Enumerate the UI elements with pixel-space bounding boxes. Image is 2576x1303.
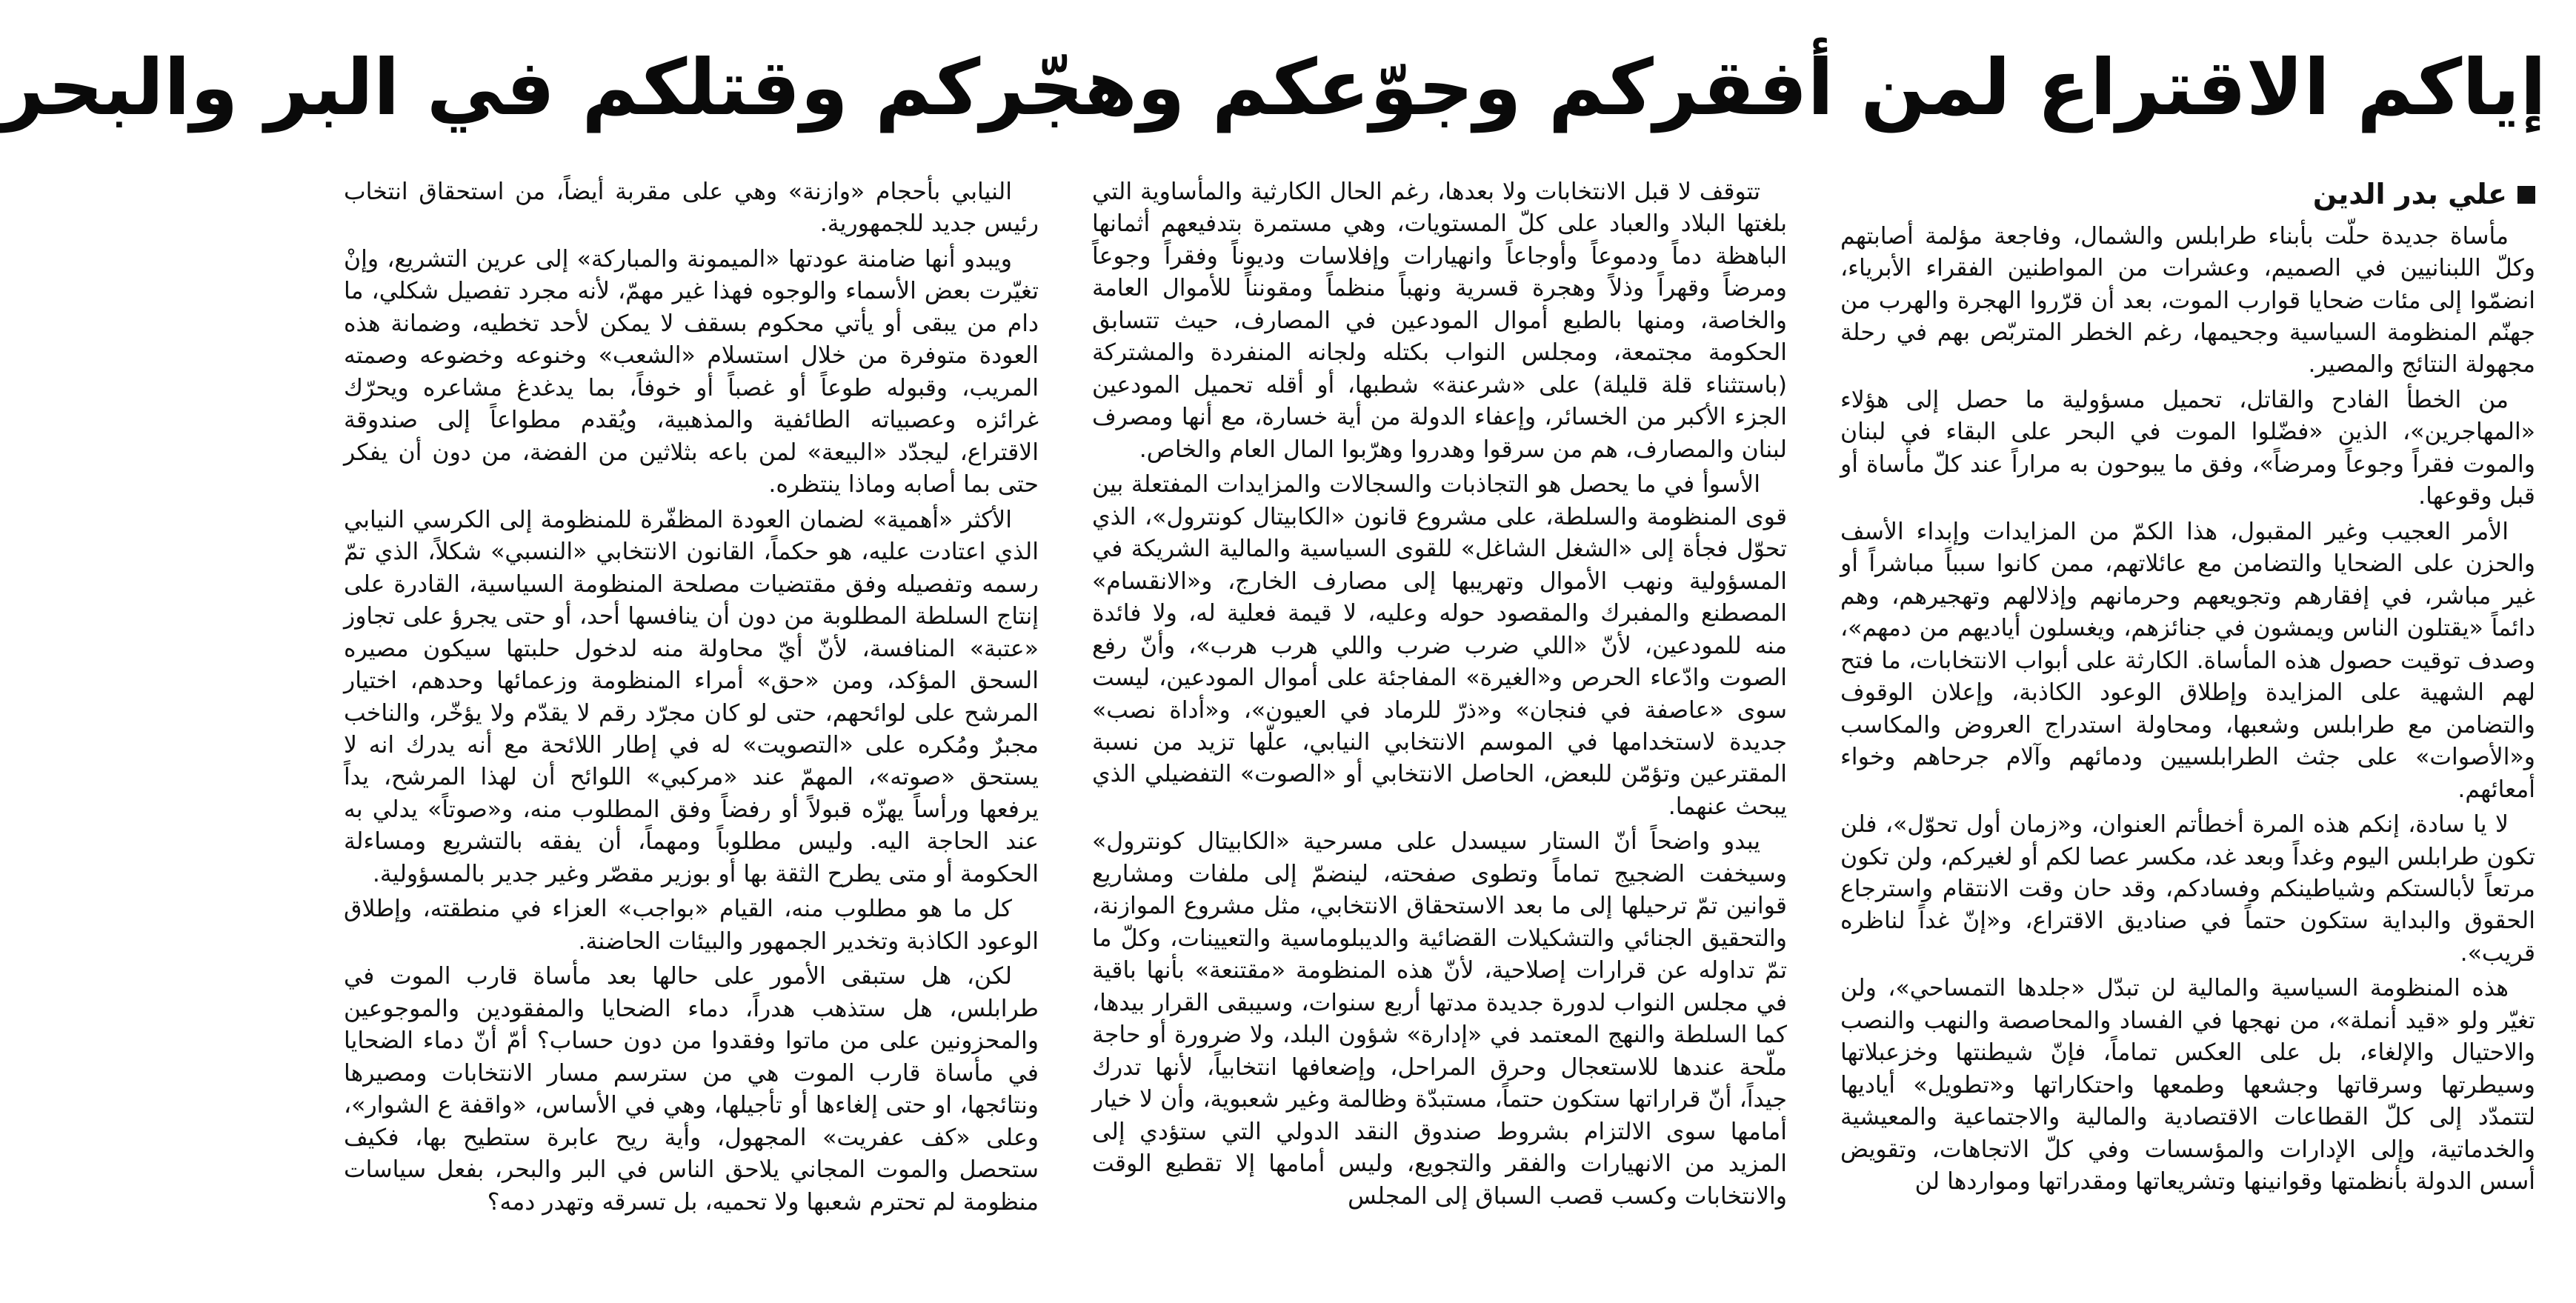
paragraph: الأمر العجيب وغير المقبول، هذا الكمّ من المزايدات وإبداء الأسف والحزن على الضحايا والتضامن مع عائلاتهم، ممن كانوا سبباً مباشراً أو غير مباشر، في إفقارهم وتجويعهم وحرمانهم وإذلالهم وتهجيرهم، وهم دائماً «يقتلون الناس ويمشون في جنائزهم، ويغسلون أياديهم من دمهم»، وصدف توقيت حصول هذه المأساة. الكارثة على أبواب الانتخابات، ما فتح لهم الشهية على المزايدة وإطلاق الوعود الكاذبة، وإعلان الوقوف والتضامن مع طرابلس وشعبها، ومحاولة استدراج العروض والمكاسب و«الأصوات» على جثث الطرابلسيين ودمائهم وآلام جرحاهم وخواء أمعائهم. (1840, 518, 2535, 803)
article-column-3 (344, 176, 1039, 1288)
paragraph: لا يا سادة، إنكم هذه المرة أخطأتم العنوان، و«زمان أول تحوّل»، فلن تكون طرابلس اليوم وغداً وبعد غد، مكسر عصا لكم أو لغيركم، ولن تكون مرتعاً لأبالستكم وشياطينكم وفسادكم، وقد حان وقت الانتقام واسترجاع الحقوق والبداية ستكون حتماً في صناديق الاقتراع، و«إنّ غداً لناظره قريب». (1840, 811, 2535, 967)
paragraph: من الخطأ الفادح والقاتل، تحميل مسؤولية ما حصل إلى هؤلاء «المهاجرين»، الذين «فضّلوا الموت في البحر على البقاء في لبنان والموت فقراً وجوعاً ومرضاً»، وفق ما يبوحون به مراراً عند كلّ مأساة أو قبل وقوعها. (1840, 386, 2535, 510)
paragraph: هذه المنظومة السياسية والمالية لن تبدّل «جلدها التمساحي»، ولن تغيّر ولو «قيد أنملة»، من نهجها في الفساد والمحاصصة والنهب والنصب والاحتيال والإلغاء، بل على العكس تماماً، فإنّ شيطنتها وخزعبلاتها وسيطرتها وسرقاتها وجشعها وطمعها واحتكاراتها و«تطويل» أياديها لتتمدّد إلى كلّ القطاعات الاقتصادية والمالية والاجتماعية والمعيشية والخدماتية، وإلى الإدارات والمؤسسات وفي كلّ الاتجاهات، وتقويض أسس الدولة بأنظمتها وقوانينها وتشريعاتها ومقدراتها ومواردها لن (1840, 975, 2535, 1196)
paragraph: تتوقف لا قبل الانتخابات ولا بعدها، رغم الحال الكارثية والمأساوية التي بلغتها البلاد والعباد على كلّ المستويات، وهي مستمرة بتدفيعهم أثمانها الباهظة دماً ودموعاً وأوجاعاً وانهيارات وإفلاسات وديوناً وفقراً وجوعاً ومرضاً وقهراً وذلاً وهجرة قسرية ونهباً منظماً ومقونناً للأموال العامة والخاصة، ومنها بالطبع أموال المودعين في المصارف، حيث تتسابق الحكومة مجتمعة، ومجلس النواب بكتله ولجانه المنفردة والمشتركة (باستثناء قلة قليلة) على «شرعنة» شطبها، أو أقله تحميل المودعين الجزء الأكبر من الخسائر، وإعفاء الدولة من أية خسارة، مع أنها ومصرف لبنان والمصارف، هم من سرقوا وهدروا وهرّبوا المال العام والخاص. (1092, 179, 1787, 463)
paragraph: ويبدو أنها ضامنة عودتها «الميمونة والمباركة» إلى عرين التشريع، وإنْ تغيّرت بعض الأسماء والوجوه فهذا غير مهمّ، لأنه مجرد تفصيل شكلي، ما دام من يبقى أو يأتي محكوم بسقف لا يمكن لأحد تخطيه، وضمانة هذه العودة متوفرة من خلال استسلام «الشعب» وخنوعه وخضوعه وصمته المريب، وقبوله طوعاً أو غصباً أو خوفاً، بما يدغدغ مشاعره ويحرّك غرائزه وعصبياته الطائفية والمذهبية، ويُقدم مطواعاً إلى صندوقة الاقتراع، ليجدّد «البيعة» لمن باعه بثلاثين من الفضة، من دون أن يفكر حتى بما أصابه وماذا ينتظره. (344, 245, 1039, 499)
paragraph: الأسوأ في ما يحصل هو التجاذبات والسجالات والمزايدات المفتعلة بين قوى المنظومة والسلطة، على مشروع قانون «الكابيتال كونترول»، الذي تحوّل فجأة إلى «الشغل الشاغل» للقوى السياسية والمالية الشريكة في المسؤولية ونهب الأموال وتهريبها إلى مصارف الخارج، و«الانقسام» المصطنع والمفبرك والمقصود حوله وعليه، لا قيمة فعلية له، ولا فائدة منه للمودعين، لأنّ «اللي ضرب ضرب واللي هرب هرب»، وأنّ رفع الصوت وادّعاء الحرص و«الغيرة» المفاجئة على أموال المودعين، ليست سوى «عاصفة في فنجان» و«ذرّ للرماد في العيون»، و«أداة نصب» جديدة لاستخدامها في الموسم الانتخابي النيابي، علّها تزيد من نسبة المقترعين وتؤمّن للبعض، الحاصل الانتخابي أو «الصوت» التفضيلي الذي يبحث عنهما. (1092, 471, 1787, 820)
byline (1840, 178, 2535, 212)
square-bullet-icon (2517, 186, 2535, 204)
headline: إياكم الاقتراع لمن أفقركم وجوّعكم وهجّركم وقتلكم في البر والبحر (0, 42, 2546, 133)
article-column-2 (1092, 176, 1787, 1288)
article-body (344, 176, 2535, 1288)
paragraph: لكن، هل ستبقى الأمور على حالها بعد مأساة قارب الموت في طرابلس، هل ستذهب هدراً، دماء الضحايا والمفقودين والموجوعين والمحزونين على من ماتوا وفقدوا من دون حساب؟ أمّ أنّ دماء الضحايا في مأساة قارب الموت هي من سترسم مسار الانتخابات ومصيرها ونتائجها، او حتى إلغاءها أو تأجيلها، وهي في الأساس، «واقفة ع الشوار»، وعلى «كف عفريت» المجهول، وأية ريح عابرة ستطيح بها، فكيف ستحصل والموت المجاني يلاحق الناس في البر والبحر، بفعل سياسات منظومة لم تحترم شعبها ولا تحميه، بل تسرقه وتهدر دمه؟ (344, 963, 1039, 1216)
article-column-1 (1840, 176, 2535, 1288)
paragraph: كل ما هو مطلوب منه، القيام «بواجب» العزاء في منطقته، وإطلاق الوعود الكاذبة وتخدير الجمهور والبيئات الحاضنة. (344, 896, 1039, 955)
paragraph: مأساة جديدة حلّت بأبناء طرابلس والشمال، وفاجعة مؤلمة أصابتهم وكلّ اللبنانيين في الصميم، وعشرات من المواطنين الفقراء الأبرياء، انضمّوا إلى مئات ضحايا قوارب الموت، بعد أن قرّروا الهجرة والهرب من جهنّم المنظومة السياسية وجحيمها، رغم الخطر المتربّص بهم في رحلة مجهولة النتائج والمصير. (1840, 222, 2535, 379)
author-name: علي بدر الدين (2312, 178, 2507, 210)
paragraph: يبدو واضحاً أنّ الستار سيسدل على مسرحية «الكابيتال كونترول» وسيخفت الضجيج تماماً وتطوى صفحته، لينضمّ إلى ملفات ومشاريع قوانين تمّ ترحيلها إلى ما بعد الاستحقاق الانتخابي، مثل مشروع الموازنة، والتحقيق الجنائي والتشكيلات القضائية والديبلوماسية والتعيينات، وكلّ ما تمّ تداوله عن قرارات إصلاحية، لأنّ هذه المنظومة «مقتنعة» بأنها باقية في مجلس النواب لدورة جديدة مدتها أربع سنوات، وسيبقى القرار بيدها، كما السلطة والنهج المعتمد في «إدارة» شؤون البلد، ولا ضرورة أو حاجة ملّحة عندها للاستعجال وحرق المراحل، وإضعافها انتخابياً، لأنها تدرك جيداً، أنّ قراراتها ستكون حتماً، مستبدّة وظالمة وغير شعبوية، وأن لا خيار أمامها سوى الالتزام بشروط صندوق النقد الدولي التي ستؤدي إلى المزيد من الانهيارات والفقر والتجويع، وليس أمامها إلا تقطيع الوقت والانتخابات وكسب قصب السباق إلى المجلس (1092, 828, 1787, 1210)
paragraph: النيابي بأحجام «وازنة» وهي على مقربة أيضاً، من استحقاق انتخاب رئيس جديد للجمهورية. (344, 179, 1039, 238)
paragraph: الأكثر «أهمية» لضمان العودة المظفّرة للمنظومة إلى الكرسي النيابي الذي اعتادت عليه، هو حكماً، القانون الانتخابي «النسبي» شكلاً، الذي تمّ رسمه وتفصيله وفق مقتضيات مصلحة المنظومة السياسية، القادرة على إنتاج السلطة المطلوبة من دون أن ينافسها أحد، أو حتى يجرؤ على تجاوز «عتبة» المنافسة، لأنّ أيّ محاولة منه لدخول حلبتها سيكون مصيره السحق المؤكد، ومن «حق» أمراء المنظومة وزعمائها وحدهم، اختيار المرشح على لوائحهم، حتى لو كان مجرّد رقم لا يقدّم ولا يؤخّر، والناخب مجبرٌ ومُكره على «التصويت» له في إطار اللائحة مع أنه يدرك انه لا يستحق «صوته»، المهمّ عند «مركبي» اللوائح أن لهذا المرشح، يداً يرفعها ورأساً يهزّه قبولاً أو رفضاً وفق المطلوب منه، و«صوتاً» يدلي به عند الحاجة اليه. وليس مطلوباً ومهماً، أن يفقه بالتشريع ومساءلة الحكومة أو متى يطرح الثقة بها أو بوزير مقصّر وغير جدير بالمسؤولية. (344, 506, 1039, 887)
